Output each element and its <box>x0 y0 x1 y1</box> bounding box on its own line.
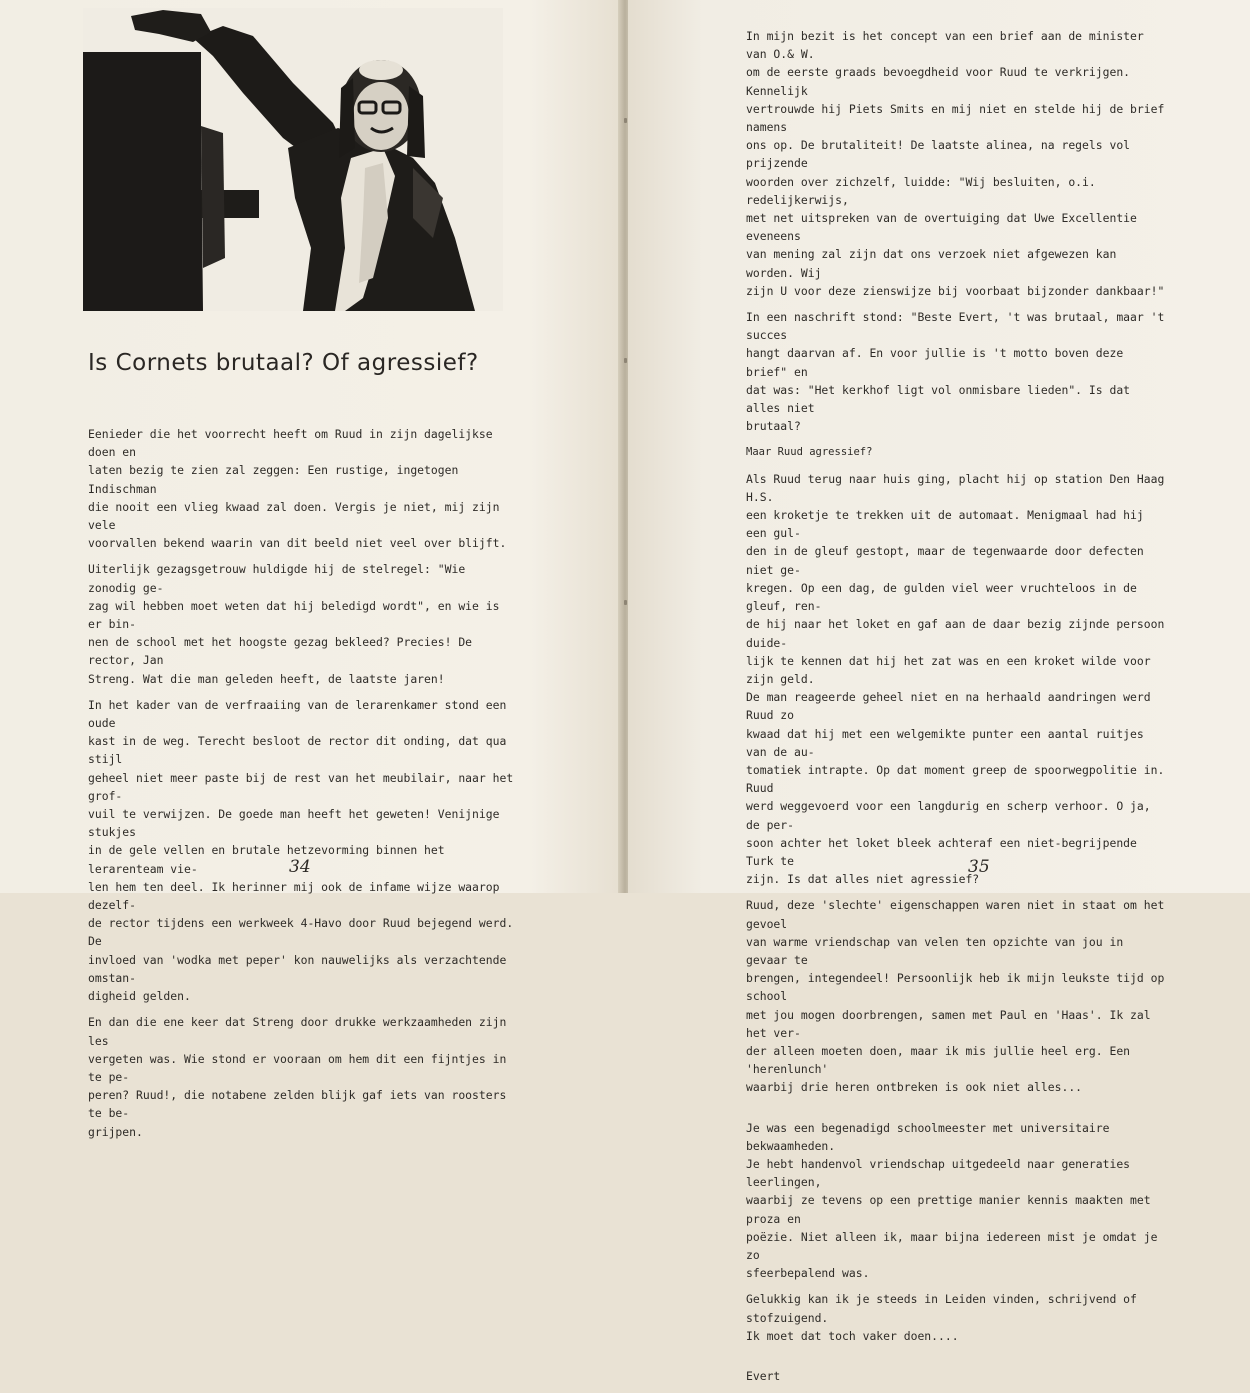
paragraph: In het kader van de verfraaiing van de lerarenkamer stond een oude kast in de weg. Terecht besloot de rector dit onding, dat qua stijl geheel niet meer paste bij de rest van het meubilair, naar het grof- vuil te verwijzen. De goede man heeft het geweten! Venijnige stukjes in de gele vellen en brutale hetzevorming binnen het lerarenteam vie- len hem ten deel. Ik herinner mij ook de infame wijze waarop dezelf- de rector tijdens een werkweek 4-Havo door Ruud bejegend werd. De invloed van 'wodka met peper' kon nauwelijks als verzachtende omstan- digheid gelden. <box>88 697 514 1004</box>
photo-image <box>83 8 503 311</box>
section-subhead: Maar Ruud agressief? <box>746 446 873 459</box>
article-headline: Is Cornets brutaal? Of agressief? <box>88 350 479 376</box>
page-number-left: 34 <box>289 857 311 877</box>
signature: Evert <box>746 1369 781 1384</box>
paragraph: Uiterlijk gezagsgetrouw huldigde hij de stelregel: "Wie zonodig ge- zag wil hebben moet weten dat hij beledigd wordt", en wie is er bin- nen de school met het hoogste gezag bekleed? Precies! De rector, Jan Streng. Wat die man geleden heeft, de laatste jaren! <box>88 562 500 686</box>
paragraph: Eenieder die het voorrecht heeft om Ruud in zijn dagelijkse doen en laten bezig te zien zal zeggen: Een rustige, ingetogen Indischman die nooit een vlieg kwaad zal doen. Vergis je niet, mij zijn vele voorvallen bekend waarin van dit beeld niet veel over blijft. <box>88 427 507 551</box>
right-page-body <box>746 27 1166 1393</box>
binding-stitch <box>624 358 627 363</box>
spacer <box>746 1353 1166 1367</box>
left-page <box>0 0 622 1139</box>
paragraph: Gelukkig kan ik je steeds in Leiden vinden, schrijvend of stofzuigend. Ik moet dat toch vaker doen.... <box>746 1292 1137 1343</box>
paragraph: In een naschrift stond: "Beste Evert, 't was brutaal, maar 't succes hangt daarvan af. En voor jullie is 't motto boven deze brief" en dat was: "Het kerkhof ligt vol onmisbare lieden". Is dat alles niet brutaal? <box>746 310 1165 434</box>
spacer <box>746 1105 1166 1119</box>
binding-stitch <box>624 600 627 605</box>
paragraph: In mijn bezit is het concept van een brief aan de minister van O.& W. om de eerste graads bevoegdheid voor Ruud te verkrijgen. Kennelijk vertrouwde hij Piets Smits en mij niet en stelde hij de brief namens ons op. De brutaliteit! De laatste alinea, na regels vol prijzende woorden over zichzelf, luidde: "Wij besluiten, o.i. redelijkerwijs, met net uitspreken van de overtuiging dat Uwe Excellentie eveneens van mening zal zijn dat ons verzoek niet afgewezen kan worden. Wij zijn U voor deze zienswijze bij voorbaat bijzonder dankbaar!" <box>746 29 1165 298</box>
paragraph: Ruud, deze 'slechte' eigenschappen waren niet in staat om het gevoel van warme vriendschap van velen ten opzichte van jou in gevaar te brengen, integendeel! Persoonlijk heb ik mijn leukste tijd op school met jou mogen doorbrengen, samen met Paul en 'Haas'. Ik zal het ver- der alleen moeten doen, maar ik mis jullie heel erg. Een 'herenlunch' waarbij drie heren ontbreken is ook niet alles... <box>746 898 1165 1095</box>
paragraph: Als Ruud terug naar huis ging, placht hij op station Den Haag H.S. een kroketje te trekken uit de automaat. Menigmaal had hij een gul- den in de gleuf gestopt, maar de tegenwaarde door defecten niet ge- kregen. Op een dag, de gulden viel weer vruchteloos in de gleuf, ren- de hij naar het loket en gaf aan de daar bezig zijnde persoon duide- lijk te kennen dat hij het zat was en een kroket wilde voor zijn geld. De man reageerde geheel niet en na herhaald aandringen werd Ruud zo kwaad dat hij met een welgemikte punter een aantal ruitjes van de au- tomatiek intrapte. Op dat moment greep de spoorwegpolitie in. Ruud werd weggevoerd voor een langdurig en scherp verhoor. O ja, de per- soon achter het loket bleek achteraf een niet-begrijpende Turk te zijn. Is dat alles niet agressief? <box>746 471 1165 887</box>
left-page-body <box>88 425 518 1149</box>
paragraph: En dan die ene keer dat Streng door drukke werkzaamheden zijn les vergeten was. Wie stond er vooraan om hem dit een fijntjes in te pe- peren? Ruud!, die notabene zelden blijk gaf iets van roosters te be- grijpen. <box>88 1015 507 1139</box>
page-number-right: 35 <box>968 857 990 877</box>
paragraph: Je was een begenadigd schoolmeester met universitaire bekwaamheden. Je hebt handenvol vriendschap uitgedeeld naar generaties leerlingen, waarbij ze tevens op een prettige manier kennis maakten met proza en poëzie. Niet alleen ik, maar bijna iedereen mist je omdat je zo sfeerbepalend was. <box>746 1120 1158 1281</box>
binding-stitch <box>624 118 627 123</box>
portrait-photo <box>83 8 503 311</box>
